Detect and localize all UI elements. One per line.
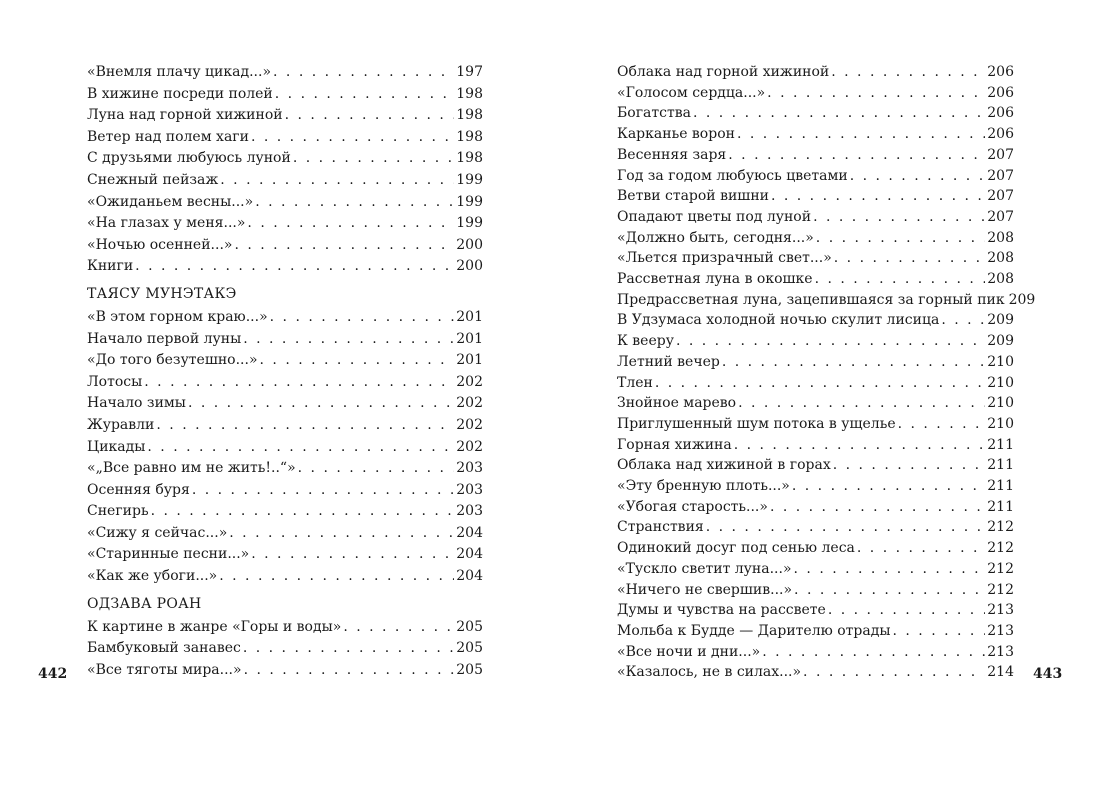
toc-entry[interactable] — [87, 458, 483, 480]
dot-leader — [251, 127, 454, 149]
dot-leader — [273, 62, 454, 84]
toc-entry-title: Осенняя буря — [87, 481, 190, 498]
toc-entry-title: «Ожиданьем весны...» — [87, 193, 254, 210]
dot-leader — [255, 192, 454, 214]
toc-entry-title: Мольба к Будде — Дарителю отрады — [617, 622, 891, 639]
toc-entry-page: 207 — [987, 146, 1014, 163]
toc-entry-title: «Внемля плачу цикад...» — [87, 64, 272, 80]
dot-leader — [941, 310, 985, 331]
toc-entry-page: 199 — [456, 215, 483, 232]
toc-entry-page: 204 — [456, 546, 483, 563]
toc-entry-page: 210 — [987, 353, 1014, 370]
toc-entry[interactable] — [617, 642, 1014, 663]
toc-entry-page: 209 — [1008, 291, 1036, 308]
dot-leader — [275, 84, 455, 106]
toc-entry[interactable] — [617, 476, 1014, 497]
dot-leader — [270, 307, 455, 329]
toc-entry-title: «Льется призрачный свет...» — [617, 250, 832, 267]
toc-entry-title: Снежный пейзаж — [87, 171, 219, 188]
toc-entry-page: 200 — [456, 236, 483, 253]
toc-entry-page: 212 — [987, 540, 1014, 557]
toc-entry[interactable] — [87, 235, 483, 257]
toc-entry-title: «Голосом сердца...» — [617, 84, 766, 101]
toc-entry-title: «Казалось, не в силах...» — [617, 664, 802, 681]
toc-entry[interactable] — [617, 435, 1014, 456]
toc-entry[interactable] — [617, 373, 1014, 394]
toc-entry-title: Летний вечер — [617, 353, 720, 370]
toc-entry-title: Приглушенный шум потока в ущелье — [617, 415, 896, 432]
dot-leader — [260, 350, 455, 372]
toc-entry-title: Начало зимы — [87, 395, 186, 412]
dot-leader — [898, 414, 986, 435]
dot-leader — [219, 566, 454, 588]
toc-entry-title: Облака над хижиной в горах — [617, 457, 831, 474]
toc-entry[interactable] — [617, 83, 1014, 104]
toc-entry[interactable] — [617, 662, 1014, 683]
toc-entry-page: 207 — [987, 208, 1014, 225]
toc-entry-page: 211 — [987, 436, 1014, 453]
toc-entry[interactable] — [617, 62, 1014, 83]
dot-leader — [771, 186, 985, 207]
toc-entry-page: 206 — [987, 105, 1014, 122]
toc-entry-page: 207 — [987, 188, 1014, 205]
dot-leader — [833, 455, 986, 476]
toc-entry-page: 211 — [987, 498, 1014, 515]
dot-leader — [813, 207, 985, 228]
dot-leader — [831, 62, 985, 83]
toc-entry-title: Знойное марево — [617, 395, 737, 412]
toc-entry-page: 198 — [456, 107, 483, 124]
toc-entry-page: 200 — [456, 258, 483, 275]
dot-leader — [247, 213, 454, 235]
page-number-left: 442 — [38, 666, 68, 682]
toc-entry-page: 197 — [456, 64, 483, 80]
toc-entry-title: «Сижу я сейчас...» — [87, 524, 228, 541]
toc-entry-title: Ветви старой вишни — [617, 188, 769, 205]
toc-entry-page: 213 — [987, 622, 1014, 639]
dot-leader — [794, 580, 985, 601]
toc-entry-page: 207 — [987, 167, 1014, 184]
toc-entry-title: «„Все равно им не жить!..“» — [87, 460, 296, 477]
toc-left-column — [87, 62, 483, 681]
toc-entry[interactable] — [617, 228, 1014, 249]
toc-entry-page: 201 — [456, 330, 483, 347]
toc-entry[interactable] — [617, 517, 1014, 538]
toc-entry[interactable] — [87, 501, 483, 523]
toc-entry-title: Снегирь — [87, 503, 149, 520]
toc-entry-title: Думы и чувства на рассвете — [617, 602, 826, 619]
toc-entry-title: Цикады — [87, 438, 146, 455]
toc-entry-title: Год за годом любуюсь цветами — [617, 167, 848, 184]
toc-entry-page: 210 — [987, 374, 1014, 391]
toc-entry-page: 208 — [987, 229, 1014, 246]
toc-entry[interactable] — [87, 307, 483, 329]
toc-entry-page: 206 — [987, 126, 1014, 143]
toc-entry[interactable] — [617, 559, 1014, 580]
toc-entry-title: Странствия — [617, 519, 704, 536]
toc-entry-title: Ветер над полем хаги — [87, 128, 249, 145]
dot-leader — [770, 497, 985, 518]
toc-entry-page: 199 — [456, 171, 483, 188]
toc-entry-title: Богатства — [617, 105, 691, 122]
dot-leader — [738, 393, 985, 414]
toc-entry-page: 209 — [987, 312, 1014, 329]
toc-entry-title: «Тускло светит луна...» — [617, 560, 792, 577]
toc-entry-title: Журавли — [87, 416, 155, 433]
toc-entry-title: «Все ночи и дни...» — [617, 643, 761, 660]
toc-entry-page: 206 — [987, 64, 1014, 80]
toc-entry-title: «На глазах у меня...» — [87, 215, 246, 232]
toc-entry-title: «Как же убоги...» — [87, 568, 218, 585]
toc-entry-page: 212 — [987, 519, 1014, 536]
toc-entry-title: С друзьями любуюсь луной — [87, 150, 291, 167]
toc-entry-page: 204 — [456, 568, 483, 585]
dot-leader — [794, 559, 986, 580]
toc-entry[interactable] — [617, 269, 1014, 290]
dot-leader — [244, 660, 455, 682]
dot-leader — [188, 393, 454, 415]
toc-entry[interactable] — [617, 248, 1014, 269]
toc-entry[interactable] — [87, 415, 483, 437]
dot-leader — [144, 372, 454, 394]
toc-entry[interactable] — [87, 62, 483, 84]
dot-leader — [655, 373, 985, 394]
toc-entry-page: 211 — [987, 457, 1014, 474]
dot-leader — [243, 329, 454, 351]
toc-entry[interactable] — [87, 350, 483, 372]
toc-entry-title: «Ничего не свершив...» — [617, 581, 793, 598]
toc-entry[interactable] — [617, 393, 1014, 414]
toc-entry-title: Одинокий досуг под сенью леса — [617, 540, 855, 557]
toc-entry[interactable] — [87, 148, 483, 170]
dot-leader — [792, 476, 985, 497]
dot-leader — [676, 331, 985, 352]
toc-entry-page: 203 — [456, 460, 483, 477]
toc-entry-title: Предрассветная луна, зацепившаяся за горный пик — [617, 291, 1005, 308]
toc-entry[interactable] — [617, 414, 1014, 435]
toc-entry-page: 213 — [987, 643, 1014, 660]
toc-entry-title: Книги — [87, 258, 134, 275]
section-heading: ТАЯСУ МУНЭТАКЭ — [87, 285, 237, 302]
dot-leader — [298, 458, 455, 480]
dot-leader — [722, 352, 985, 373]
toc-entry-page: 202 — [456, 373, 483, 390]
toc-entry[interactable] — [87, 256, 483, 278]
toc-entry-page: 201 — [456, 352, 483, 369]
toc-entry-title: Тлен — [617, 374, 653, 391]
toc-entry-page: 202 — [456, 416, 483, 433]
toc-entry[interactable] — [87, 523, 483, 545]
toc-entry-page: 210 — [987, 395, 1014, 412]
toc-entry[interactable] — [87, 84, 483, 106]
toc-entry[interactable] — [617, 290, 1036, 311]
toc-entry-page: 212 — [987, 560, 1014, 577]
dot-leader — [293, 148, 454, 170]
toc-entry-title: Луна над горной хижиной — [87, 107, 283, 124]
toc-entry-page: 203 — [456, 481, 483, 498]
toc-entry-page: 210 — [987, 415, 1014, 432]
toc-entry[interactable] — [87, 437, 483, 459]
toc-entry-page: 199 — [456, 193, 483, 210]
dot-leader — [192, 480, 454, 502]
toc-entry-page: 211 — [987, 478, 1014, 495]
dot-leader — [828, 600, 985, 621]
toc-entry[interactable] — [617, 621, 1014, 642]
dot-leader — [220, 170, 454, 192]
toc-entry-title: В хижине посреди полей — [87, 85, 273, 102]
toc-entry-page: 198 — [456, 128, 483, 145]
toc-entry-page: 208 — [987, 250, 1014, 267]
toc-entry-page: 202 — [456, 438, 483, 455]
dot-leader — [343, 617, 454, 639]
toc-entry[interactable] — [617, 124, 1014, 145]
dot-leader — [285, 105, 455, 127]
toc-entry-page: 204 — [456, 524, 483, 541]
toc-entry[interactable] — [87, 638, 483, 660]
toc-entry-title: Горная хижина — [617, 436, 732, 453]
toc-entry[interactable] — [87, 213, 483, 235]
toc-entry-title: «Ночью осенней...» — [87, 236, 233, 253]
toc-entry[interactable] — [617, 103, 1014, 124]
toc-entry[interactable] — [617, 207, 1014, 228]
toc-entry-page: 212 — [987, 581, 1014, 598]
toc-entry-page: 213 — [987, 602, 1014, 619]
toc-entry-title: Лотосы — [87, 373, 143, 390]
toc-entry[interactable] — [617, 497, 1014, 518]
section-heading: ОДЗАВА РОАН — [87, 595, 202, 612]
dot-leader — [243, 638, 454, 660]
toc-entry-page: 198 — [456, 150, 483, 167]
toc-entry[interactable] — [617, 538, 1014, 559]
toc-entry[interactable] — [617, 166, 1014, 187]
toc-entry-title: «До того безутешно...» — [87, 352, 258, 369]
toc-entry[interactable] — [617, 186, 1014, 207]
dot-leader — [706, 517, 986, 538]
toc-entry[interactable] — [87, 566, 483, 588]
dot-leader — [229, 523, 454, 545]
dot-leader — [156, 415, 454, 437]
dot-leader — [151, 501, 455, 523]
toc-right-column — [617, 62, 1036, 683]
toc-entry-page: 206 — [987, 84, 1014, 101]
toc-entry[interactable] — [87, 192, 483, 214]
toc-entry[interactable] — [617, 310, 1014, 331]
toc-entry-page: 202 — [456, 395, 483, 412]
toc-entry-page: 198 — [456, 85, 483, 102]
dot-leader — [147, 437, 454, 459]
toc-entry-title: Карканье ворон — [617, 126, 735, 143]
dot-leader — [857, 538, 985, 559]
toc-entry-title: В Удзумаса холодной ночью скулит лисица — [617, 312, 940, 329]
toc-entry[interactable] — [87, 393, 483, 415]
toc-entry-page: 203 — [456, 503, 483, 520]
dot-leader — [815, 269, 986, 290]
toc-entry[interactable] — [87, 105, 483, 127]
toc-entry-title: «Все тяготы мира...» — [87, 661, 242, 678]
dot-leader — [816, 228, 985, 249]
toc-entry-page: 209 — [987, 333, 1014, 350]
toc-entry-title: «В этом горном краю...» — [87, 308, 268, 325]
toc-entry-title: Опадают цветы под луной — [617, 208, 812, 225]
dot-leader — [803, 662, 985, 683]
toc-entry-page: 201 — [456, 308, 483, 325]
toc-entry[interactable] — [87, 480, 483, 502]
toc-entry-page: 205 — [456, 661, 483, 678]
toc-entry[interactable] — [617, 352, 1014, 373]
dot-leader — [135, 256, 454, 278]
dot-leader — [893, 621, 986, 642]
toc-entry[interactable] — [87, 660, 483, 682]
toc-entry-title: Весенняя заря — [617, 146, 727, 163]
toc-entry-title: Начало первой луны — [87, 330, 242, 347]
dot-leader — [834, 248, 985, 269]
dot-leader — [737, 124, 985, 145]
toc-entry-title: К картине в жанре «Горы и воды» — [87, 618, 342, 635]
toc-entry-title: «Должно быть, сегодня...» — [617, 229, 814, 246]
dot-leader — [251, 544, 454, 566]
toc-entry[interactable] — [87, 329, 483, 351]
toc-entry[interactable] — [87, 617, 483, 639]
toc-entry-page: 208 — [987, 271, 1014, 288]
dot-leader — [728, 145, 985, 166]
dot-leader — [693, 103, 985, 124]
toc-entry[interactable] — [617, 331, 1014, 352]
toc-entry[interactable] — [87, 372, 483, 394]
toc-entry[interactable] — [87, 127, 483, 149]
dot-leader — [734, 435, 986, 456]
toc-entry-title: Бамбуковый занавес — [87, 640, 241, 657]
toc-entry-title: «Старинные песни...» — [87, 546, 250, 563]
toc-entry[interactable] — [617, 600, 1014, 621]
toc-entry-title: «Эту бренную плоть...» — [617, 478, 790, 495]
toc-entry[interactable] — [617, 455, 1014, 476]
toc-entry-page: 214 — [987, 664, 1014, 681]
page-number-right: 443 — [1033, 666, 1063, 682]
toc-entry-title: «Убогая старость...» — [617, 498, 768, 515]
toc-entry[interactable] — [617, 145, 1014, 166]
toc-entry-title: К вееру — [617, 333, 674, 350]
dot-leader — [762, 642, 985, 663]
toc-entry-title: Рассветная луна в окошке — [617, 271, 813, 288]
dot-leader — [767, 83, 985, 104]
toc-entry-page: 205 — [456, 640, 483, 657]
dot-leader — [850, 166, 986, 187]
toc-entry-page: 205 — [456, 618, 483, 635]
toc-entry-title: Облака над горной хижиной — [617, 64, 830, 80]
toc-entry[interactable] — [87, 544, 483, 566]
toc-entry[interactable] — [617, 580, 1014, 601]
dot-leader — [234, 235, 454, 257]
toc-entry[interactable] — [87, 170, 483, 192]
